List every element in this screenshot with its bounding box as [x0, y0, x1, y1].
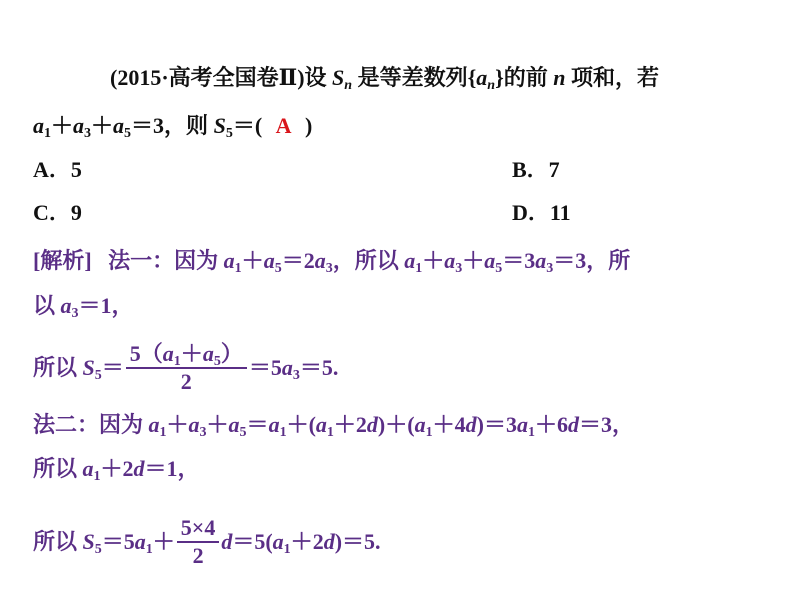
- fraction-coefficient: $\frac{5\times 4}{2}$: [177, 515, 220, 569]
- problem-line-2: $a_1+a_3+a_5=3$，则 $S_5=$( A ): [33, 113, 313, 141]
- option-b: B．7: [512, 157, 560, 182]
- problem-line-1: [110, 63, 659, 93]
- answer-mark: A: [275, 113, 292, 138]
- option-d: D．11: [512, 200, 571, 225]
- problem-source: (2015·高考全国卷Ⅱ): [110, 65, 305, 90]
- solution-line-5: 所以 $a_1+2d=1$，: [33, 456, 200, 484]
- problem-stem: 设 $S_n$ 是等差数列$\{a_n\}$的前 n 项和，若: [304, 65, 659, 93]
- option-c: C．9: [33, 200, 82, 225]
- option-a: A．5: [33, 157, 82, 182]
- solution-line-3: 所以 $S_5=$ $\frac{5(a_1+a_5)}{2}$ $=5a_3=5$.: [33, 341, 339, 394]
- solution-line-4: 法二：因为 $a_1+a_3+a_5=a_1+(a_1+2d)+(a_1+4d)=3a_1+6d=3$，: [33, 412, 634, 440]
- solution-line-6: 所以 $S_5=5a_1+$ $\frac{5\times 4}{2}$ $d=5(a_1+2d)=5$.: [33, 515, 381, 568]
- fraction-sum: $\frac{5(a_1+a_5)}{2}$: [126, 341, 247, 395]
- solution-line-2: 以 $a_3=1$，: [33, 293, 134, 321]
- solution-tag: [解析]: [33, 248, 92, 273]
- solution-line-1: [解析] 法一：因为 $a_1+a_5=2a_3$，所以 $a_1+a_3+a_5=3a_3=3$，所: [33, 248, 631, 276]
